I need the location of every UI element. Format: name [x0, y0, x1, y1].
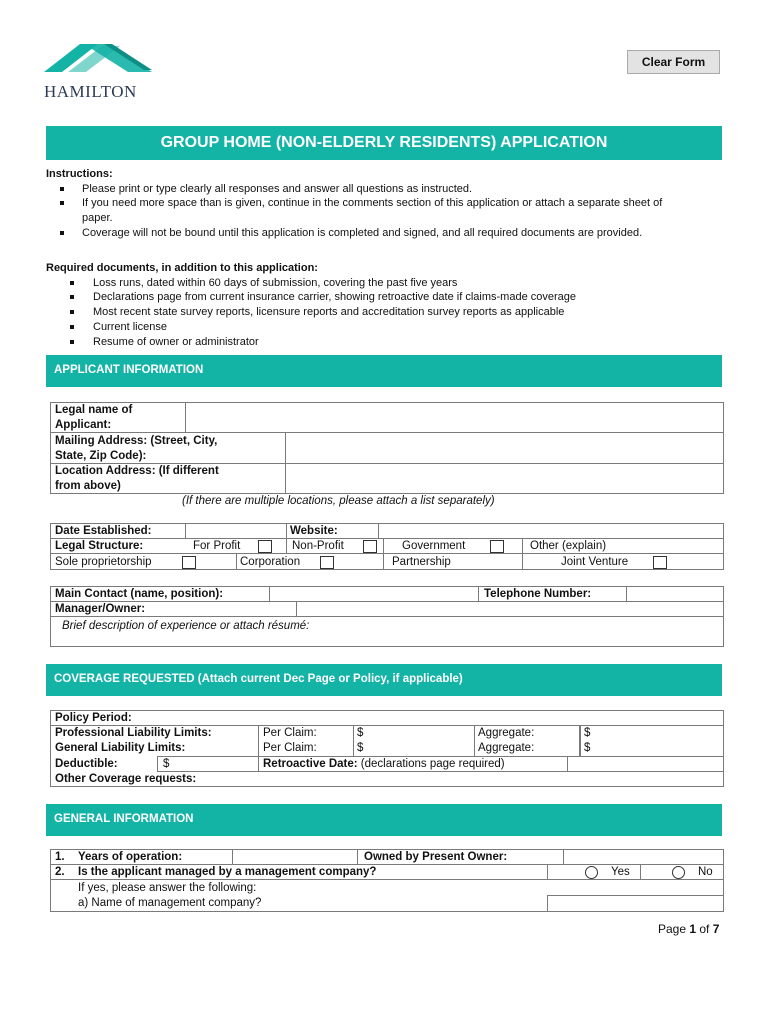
- instruction-item: If you need more space than is given, continue in the comments section of this application or attach a separate sheet of paper.: [46, 196, 726, 225]
- per-claim-dollar: $: [357, 742, 364, 754]
- location-label-2: from above): [55, 480, 121, 492]
- years-operation-input[interactable]: [232, 849, 358, 865]
- deductible-input[interactable]: [157, 756, 259, 772]
- page-total: 7: [712, 922, 720, 936]
- joint-venture-label: Joint Venture: [561, 556, 629, 568]
- other-label: Other (explain): [530, 540, 607, 552]
- for-profit-label: For Profit: [193, 540, 241, 552]
- retroactive-date-label: [263, 757, 505, 772]
- management-question: Is the applicant managed by a management company?: [78, 866, 377, 878]
- website-label: Website:: [290, 525, 338, 537]
- manager-label: Manager/Owner:: [55, 603, 146, 615]
- q2-number: 2.: [55, 866, 65, 878]
- non-profit-label: Non-Profit: [292, 540, 344, 552]
- page-prefix: Page: [658, 922, 690, 936]
- per-claim-dollar: $: [357, 727, 364, 739]
- legal-name-label-2: Applicant:: [55, 419, 112, 431]
- required-documents: [46, 261, 726, 349]
- website-input[interactable]: [378, 523, 724, 539]
- hamilton-logo: [44, 40, 156, 100]
- deductible-label: Deductible:: [55, 758, 118, 770]
- date-established-input[interactable]: [185, 523, 287, 539]
- aggregate-dollar: $: [584, 742, 591, 754]
- non-profit-checkbox[interactable]: [363, 540, 377, 553]
- roof-mark-icon: [44, 40, 156, 80]
- government-checkbox[interactable]: [490, 540, 504, 553]
- general-liability-label: General Liability Limits:: [55, 742, 186, 754]
- no-radio[interactable]: [672, 866, 685, 879]
- no-label: No: [698, 866, 713, 878]
- for-profit-checkbox[interactable]: [258, 540, 272, 553]
- policy-period-row: [50, 710, 724, 726]
- retro-note: (declarations page required): [360, 758, 505, 770]
- yes-radio[interactable]: [585, 866, 598, 879]
- mailing-address-input[interactable]: [285, 432, 724, 464]
- joint-venture-checkbox[interactable]: [653, 556, 667, 569]
- aggregate-inputs[interactable]: [580, 725, 724, 757]
- yes-label: Yes: [611, 866, 630, 878]
- deductible-dollar: $: [163, 758, 170, 770]
- legal-name-label: Legal name of: [55, 404, 133, 416]
- clear-form-button[interactable]: Clear Form: [627, 50, 720, 74]
- instructions-heading: Instructions:: [46, 168, 113, 180]
- other-coverage-label: Other Coverage requests:: [55, 773, 197, 785]
- aggregate-label: Aggregate:: [478, 727, 535, 739]
- if-yes-label: If yes, please answer the following:: [78, 882, 257, 894]
- telephone-label: Telephone Number:: [484, 588, 592, 600]
- policy-period-label: Policy Period:: [55, 712, 132, 724]
- required-item: Declarations page from current insurance carrier, showing retroactive date if claims-made coverage: [46, 290, 726, 305]
- management-company-label: a) Name of management company?: [78, 897, 262, 909]
- coverage-section-header: COVERAGE REQUESTED (Attach current Dec Page or Policy, if applicable): [46, 664, 722, 696]
- required-item: Resume of owner or administrator: [46, 335, 726, 350]
- corporation-label: Corporation: [240, 556, 301, 568]
- government-label: Government: [402, 540, 466, 552]
- page-number: [658, 922, 719, 936]
- corporation-checkbox[interactable]: [320, 556, 334, 569]
- q1-number: 1.: [55, 851, 65, 863]
- logo-text: HAMILTON: [44, 82, 137, 101]
- partnership-label: Partnership: [392, 556, 451, 568]
- management-company-input[interactable]: [547, 895, 724, 912]
- main-contact-label: Main Contact (name, position):: [55, 588, 224, 600]
- owned-by-owner-input[interactable]: [563, 849, 724, 865]
- aggregate-dollar: $: [584, 727, 591, 739]
- retro-date-input[interactable]: [567, 756, 724, 772]
- required-heading: Required documents, in addition to this application:: [46, 262, 318, 274]
- required-item: Loss runs, dated within 60 days of submission, covering the past five years: [46, 276, 726, 291]
- telephone-input[interactable]: [626, 586, 724, 602]
- legal-structure-label: Legal Structure:: [55, 540, 144, 552]
- instruction-item: Please print or type clearly all responses and answer all questions as instructed.: [46, 182, 726, 197]
- location-label: Location Address: (If different: [55, 465, 219, 477]
- page-title: GROUP HOME (NON-ELDERLY RESIDENTS) APPLICATION: [46, 126, 722, 160]
- manager-input[interactable]: [296, 601, 724, 617]
- required-item: Most recent state survey reports, licensure reports and accreditation survey reports as applicable: [46, 305, 726, 320]
- mailing-label-2: State, Zip Code):: [55, 450, 147, 462]
- instructions: [46, 167, 726, 241]
- main-contact-input[interactable]: [269, 586, 479, 602]
- owned-by-owner-label: Owned by Present Owner:: [364, 851, 508, 863]
- per-claim-inputs[interactable]: [353, 725, 475, 757]
- page-current: 1: [689, 922, 697, 936]
- retro-label: Retroactive Date:: [263, 758, 358, 770]
- experience-description-label: Brief description of experience or attach résumé:: [62, 620, 310, 632]
- aggregate-label: Aggregate:: [478, 742, 535, 754]
- per-claim-label: Per Claim:: [263, 727, 317, 739]
- required-item: Current license: [46, 320, 726, 335]
- professional-liability-label: Professional Liability Limits:: [55, 727, 212, 739]
- page-of: of: [696, 922, 713, 936]
- applicant-section-header: APPLICANT INFORMATION: [46, 355, 722, 387]
- per-claim-label: Per Claim:: [263, 742, 317, 754]
- instruction-item: Coverage will not be bound until this application is completed and signed, and all required documents are provided.: [46, 226, 726, 241]
- multiple-locations-note: (If there are multiple locations, please attach a list separately): [182, 495, 495, 507]
- date-established-label: Date Established:: [55, 525, 152, 537]
- legal-name-input[interactable]: [185, 402, 724, 433]
- mailing-label: Mailing Address: (Street, City,: [55, 435, 218, 447]
- sole-prop-checkbox[interactable]: [182, 556, 196, 569]
- years-operation-label: Years of operation:: [78, 851, 183, 863]
- general-section-header: GENERAL INFORMATION: [46, 804, 722, 836]
- sole-prop-label: Sole proprietorship: [55, 556, 152, 568]
- location-address-input[interactable]: [285, 463, 724, 494]
